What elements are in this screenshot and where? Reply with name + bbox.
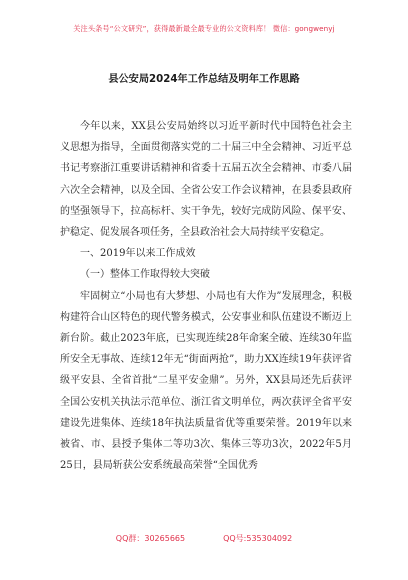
body-paragraph: 牢固树立“小局也有大梦想、小局也有大作为”发展理念，积极构建符合山区特色的现代警务模式，公安事业和队伍建设不断迈上新台阶。截止2023年底，已实现连续28年命案全破、连续30年监所安全无事故、连续12年无“街面两抢”，助力XX连续19年获评省级平安县、全省首批“二星平安金鼎”。另外，XX县局还先后获评全国公安机关执法示范单位、浙江省文明单位，两次获评全省平安建设先进集体、连续18年执法质量省优等重要荣誉。2019年以来被省、市、县授予集体二等功3次、集体三等功3次，2022年5月25日，县局斩获公安系统最高荣誉“全国优秀	[60, 290, 352, 472]
section-heading: 一、2019年以来工作成效	[80, 248, 196, 260]
document-body	[60, 116, 352, 476]
qq-group-label: QQ群：30265665	[115, 534, 186, 543]
subsection-heading: （一）整体工作取得较大突破	[80, 269, 210, 281]
promo-banner: 关注头条号“公文研究”，获得最新最全最专业的公文资料库！ 微信：gongwenyj	[73, 24, 335, 33]
contact-footer	[0, 533, 408, 544]
intro-paragraph: 今年以来，XX县公安局始终以习近平新时代中国特色社会主义思想为指导，全面贯彻落实党的二十届三中全会精神、习近平总书记考察浙江重要讲话精神和省委十五届五次全会精神、市委八届六次全会精神，以及全国、全省公安工作会议精神，在县委县政府的坚强领导下，拉高标杆、实干争先，较好完成防风险、保平安、护稳定、促发展各项任务，全县政治社会大局持续平安稳定。	[60, 121, 352, 239]
qq-number-label: QQ号:535304092	[223, 534, 293, 543]
document-title: 县公安局2024年工作总结及明年工作思路	[108, 74, 300, 85]
